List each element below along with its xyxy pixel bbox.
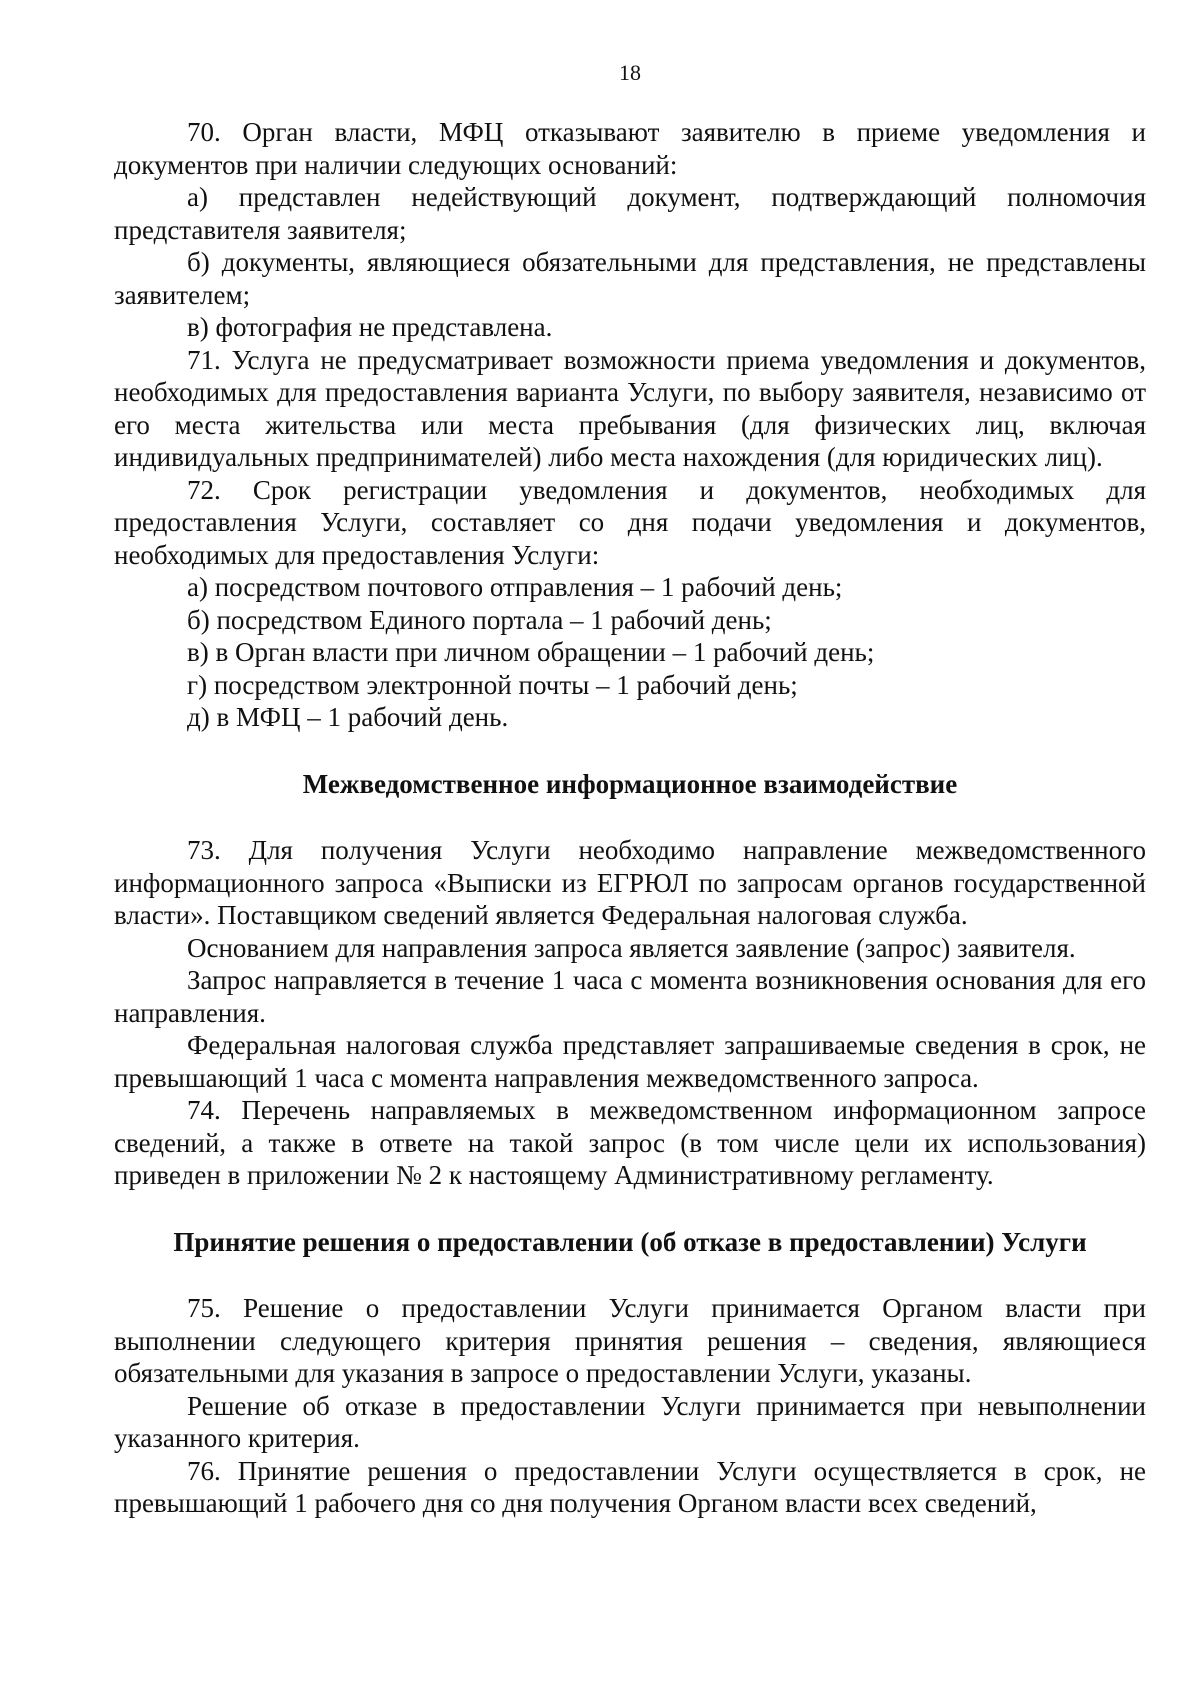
section-intro — [114, 116, 1146, 734]
paragraph-72-d: д) в МФЦ – 1 рабочий день. — [187, 702, 509, 732]
paragraph-70-a: а) представлен недействующий документ, подтверждающий полномочия представителя заявителя; — [114, 182, 1146, 245]
paragraph-75: 75. Решение о предоставлении Услуги принимается Органом власти при выполнении следующего критерия принятия решения – сведения, являющиеся обязательными для указания в запросе о предоставлении Услуги, указаны. — [114, 1293, 1146, 1388]
section-heading-interagency: Межведомственное информационное взаимодействие — [302, 768, 958, 799]
paragraph-72-a: а) посредством почтового отправления – 1 рабочий день; — [187, 572, 843, 602]
document-page — [114, 60, 1146, 1520]
paragraph-72: 72. Срок регистрации уведомления и документов, необходимых для предоставления Услуги, составляет со дня подачи уведомления и документов, необходимых для предоставления Услуги: — [114, 474, 1146, 570]
paragraph-72-b: б) посредством Единого портала – 1 рабочий день; — [187, 604, 772, 635]
paragraph-74: 74. Перечень направляемых в межведомственном информационном запросе сведений, а также в ответе на такой запрос (в том числе цели их использования) приведен в приложении № 2 к настоящему Административному регламенту. — [114, 1095, 1146, 1190]
paragraph-72-v: в) в Орган власти при личном обращении – 1 рабочий день; — [187, 637, 875, 667]
paragraph-70-b: б) документы, являющиеся обязательными для представления, не представлены заявителем; — [114, 247, 1146, 310]
page-number: 18 — [619, 60, 641, 85]
paragraph-75-refusal: Решение об отказе в предоставлении Услуги принимается при невыполнении указанного критерия. — [114, 1390, 1146, 1453]
section-interagency — [114, 834, 1146, 1192]
paragraph-73-basis: Основанием для направления запроса является заявление (запрос) заявителя. — [187, 932, 1076, 963]
paragraph-70: 70. Орган власти, МФЦ отказывают заявителю в приеме уведомления и документов при наличии следующих оснований: — [114, 117, 1146, 180]
paragraph-73: 73. Для получения Услуги необходимо направление межведомственного информационного запроса «Выписки из ЕГРЮЛ по запросам органов государственной власти». Поставщиком сведений является Федеральная налоговая служба. — [114, 835, 1146, 930]
paragraph-71: 71. Услуга не предусматривает возможности приема уведомления и документов, необходимых для предоставления варианта Услуги, по выбору заявителя, независимо от его места жительства или места пребывания (для физических лиц, включая индивидуальных предпринимателей) либо места нахождения (для юридических лиц). — [114, 344, 1146, 472]
section-heading-decision: Принятие решения о предоставлении (об отказе в предоставлении) Услуги — [173, 1226, 1087, 1257]
paragraph-72-g: г) посредством электронной почты – 1 рабочий день; — [187, 669, 798, 700]
section-decision — [114, 1292, 1146, 1520]
paragraph-76: 76. Принятие решения о предоставлении Услуги осуществляется в срок, не превышающий 1 рабочего дня со дня получения Органом власти всех сведений, — [114, 1455, 1146, 1518]
paragraph-73-response: Федеральная налоговая служба представляет запрашиваемые сведения в срок, не превышающий 1 часа с момента направления межведомственного запроса. — [114, 1030, 1146, 1093]
paragraph-73-timing: Запрос направляется в течение 1 часа с момента возникновения основания для его направления. — [114, 965, 1146, 1028]
paragraph-70-v: в) фотография не представлена. — [187, 312, 553, 342]
